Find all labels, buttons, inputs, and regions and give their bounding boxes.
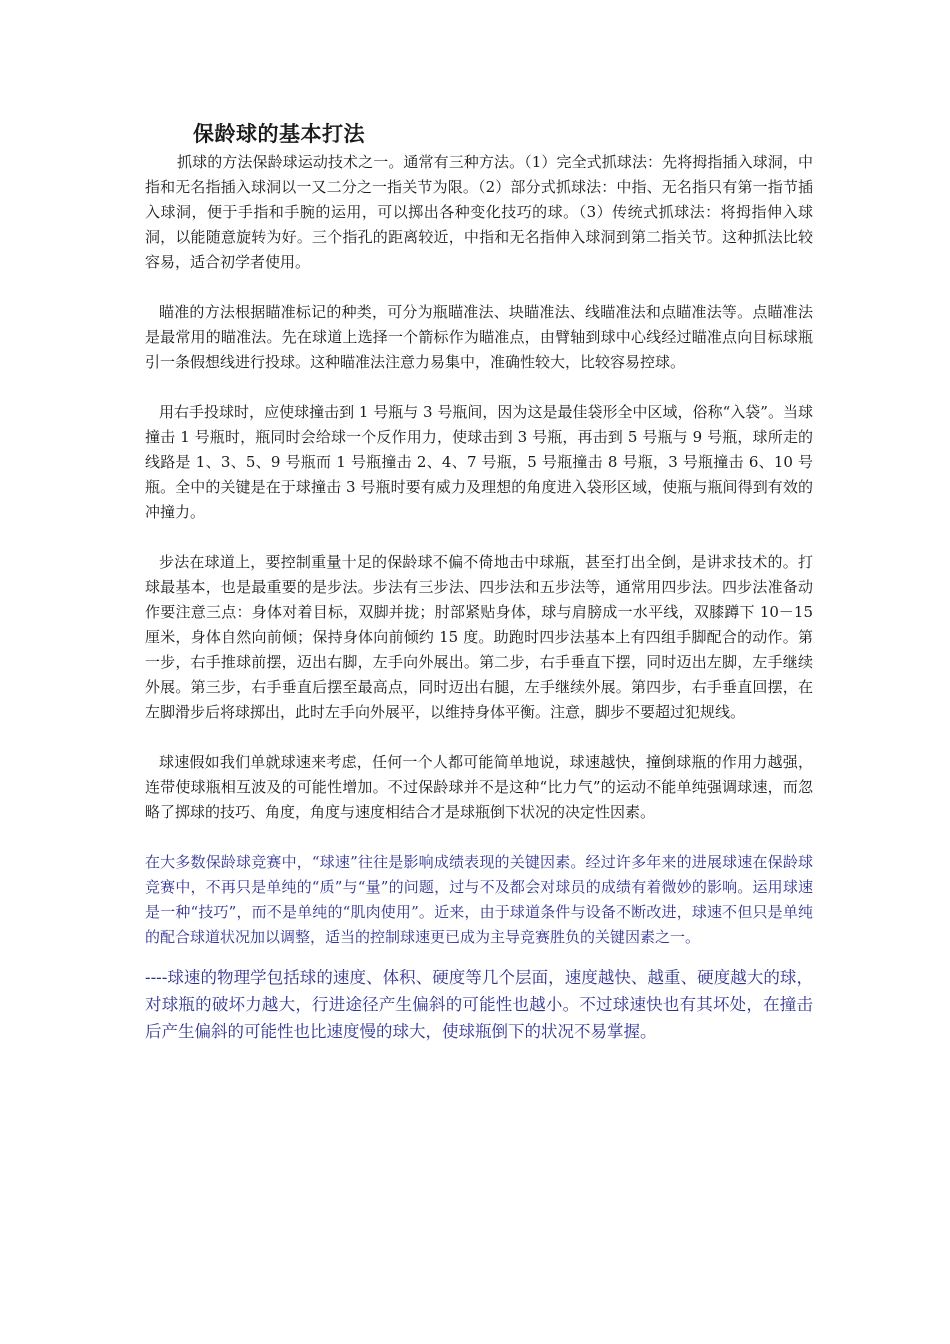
- paragraph-speed-physics: ----球速的物理学包括球的速度、体积、硬度等几个层面，速度越快、越重、硬度越大的球，对球瓶的破坏力越大，行进途径产生偏斜的可能性也越小。不过球速快也有其坏处，在撞击后产生偏斜的可能性也比速度慢的球大，使球瓶倒下的状况不易掌握。: [145, 968, 813, 1041]
- document-title: 保龄球的基本打法: [193, 121, 365, 146]
- paragraph-spacer: [145, 375, 813, 400]
- paragraph-spacer: [145, 825, 813, 850]
- document-page: [145, 118, 813, 1045]
- paragraph-speed-competition: 在大多数保龄球竞赛中，“球速”往往是影响成绩表现的关键因素。经过许多年来的进展球速在保龄球竞赛中，不再只是单纯的“质”与“量”的问题，过与不及都会对球员的成绩有着微妙的影响。运用球速是一种“技巧”，而不是单纯的“肌肉使用”。近来，由于球道条件与设备不断改进，球速不但只是单纯的配合球道状况加以调整，适当的控制球速更已成为主导竞赛胜负的关键因素之一。: [145, 853, 813, 946]
- paragraph-spacer: [145, 275, 813, 300]
- paragraph-ball-speed: 球速假如我们单就球速来考虑，任何一个人都可能简单地说，球速越快，撞倒球瓶的作用力越强，连带使球瓶相互波及的可能性增加。不过保龄球并不是这种“比力气”的运动不能单纯强调球速，而忽略了掷球的技巧、角度，角度与速度相结合才是球瓶倒下状况的决定性因素。: [145, 753, 813, 821]
- paragraph-footwork: 步法在球道上，要控制重量十足的保龄球不偏不倚地击中球瓶，甚至打出全倒，是讲求技术的。打球最基本，也是最重要的是步法。步法有三步法、四步法和五步法等，通常用四步法。四步法准备动作要注意三点：身体对着目标，双脚并拢；肘部紧贴身体，球与肩膀成一水平线，双膝蹲下 10－15 厘米，身体自然向前倾；保持身体向前倾约 15 度。助跑时四步法基本上有四组手脚配合的动作。第一步，右手推球前摆，迈出右脚，左手向外展出。第二步，右手垂直下摆，同时迈出左脚，左手继续外展。第三步，右手垂直后摆至最高点，同时迈出右腿，左手继续外展。第四步，右手垂直回摆，在左脚滑步后将球掷出，此时左手向外展平，以维持身体平衡。注意，脚步不要超过犯规线。: [145, 553, 813, 721]
- paragraph-right-hand-pocket: 用右手投球时，应使球撞击到 1 号瓶与 3 号瓶间，因为这是最佳袋形全中区域，俗称“入袋”。当球撞击 1 号瓶时，瓶同时会给球一个反作用力，使球击到 3 号瓶，再击到 5 号瓶与 9 号瓶，球所走的线路是 1、3、5、9 号瓶而 1 号瓶撞击 2、4、7 号瓶，5 号瓶撞击 8 号瓶，3 号瓶撞击 6、10 号瓶。全中的关键是在于球撞击 3 号瓶时要有威力及理想的角度进入袋形区域，使瓶与瓶间得到有效的冲撞力。: [145, 403, 813, 521]
- paragraph-grip-method: 抓球的方法保龄球运动技术之一。通常有三种方法。（1）完全式抓球法：先将拇指插入球洞，中指和无名指插入球洞以一又二分之一指关节为限。（2）部分式抓球法：中指、无名指只有第一指节插入球洞，便于手指和手腕的运用，可以掷出各种变化技巧的球。（3）传统式抓球法：将拇指伸入球洞，以能随意旋转为好。三个指孔的距离较近，中指和无名指伸入球洞到第二指关节。这种抓法比较容易，适合初学者使用。: [145, 153, 813, 271]
- paragraph-spacer: [145, 725, 813, 750]
- paragraph-aiming-method: 瞄准的方法根据瞄准标记的种类，可分为瓶瞄准法、块瞄准法、线瞄准法和点瞄准法等。点瞄准法是最常用的瞄准法。先在球道上选择一个箭标作为瞄准点，由臂轴到球中心线经过瞄准点向目标球瓶引一条假想线进行投球。这种瞄准法注意力易集中，准确性较大，比较容易控球。: [145, 303, 813, 371]
- paragraph-spacer: [145, 525, 813, 550]
